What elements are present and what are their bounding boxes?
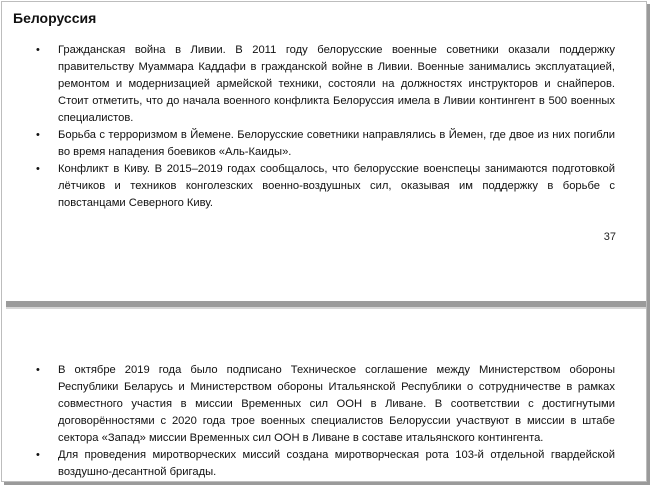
list-item bbox=[36, 161, 615, 212]
document-frame bbox=[1, 1, 647, 482]
bullet-icon: • bbox=[36, 129, 40, 141]
list-item-text: Конфликт в Киву. В 2015–2019 годах сообщалось, что белорусские военспецы занимаются подготовкой лётчиков и техников конголезских военно-воздушных сил, оказывая им поддержку в борьбе с повстанцами Северного Киву. bbox=[58, 163, 615, 209]
list-item-text: Гражданская война в Ливии. В 2011 году белорусские военные советники оказали поддержку правительству Муаммара Каддафи в гражданской войне в Ливии. Военные занимались эксплуатацией, ремонтом и модернизацией армейской техники, состояли на должностях инструкторов и снайперов. Стоит отметить, что до начала военного конфликта Белоруссия имела в Ливии контингент в 500 военных специалистов. bbox=[58, 44, 615, 124]
list-item-text: Борьба с терроризмом в Йемене. Белорусские советники направлялись в Йемен, где двое из них погибли во время нападения боевиков «Аль-Каиды». bbox=[58, 129, 615, 158]
list-item bbox=[36, 42, 615, 127]
list-item bbox=[36, 447, 615, 481]
list-item bbox=[36, 362, 615, 447]
page-number: 37 bbox=[603, 231, 616, 243]
bullet-icon: • bbox=[36, 449, 40, 461]
bullet-icon: • bbox=[36, 364, 40, 376]
page-separator-shadow bbox=[6, 307, 647, 309]
page-bottom bbox=[2, 362, 646, 481]
bullet-icon: • bbox=[36, 163, 40, 175]
bullet-list-bottom bbox=[2, 362, 646, 481]
section-heading: Белоруссия bbox=[13, 10, 97, 26]
list-item bbox=[36, 127, 615, 161]
page-top bbox=[2, 42, 646, 212]
list-item-text: Для проведения миротворческих миссий создана миротворческая рота 103-й отдельной гвардейской воздушно-десантной бригады. bbox=[58, 449, 615, 478]
bullet-icon: • bbox=[36, 44, 40, 56]
bullet-list-top bbox=[2, 42, 646, 212]
list-item-text: В октябре 2019 года было подписано Техническое соглашение между Министерством обороны Республики Беларусь и Министерством обороны Итальянской Республики о сотрудничестве в рамках совместного участия в миссии Временных сил ООН в Ливане. В соответствии с достигнутыми договорённостями с 2020 года трое военных специалистов Белоруссии участвуют в миссии в штабе сектора «Запад» миссии Временных сил ООН в Ливане в составе итальянского контингента. bbox=[58, 364, 615, 444]
